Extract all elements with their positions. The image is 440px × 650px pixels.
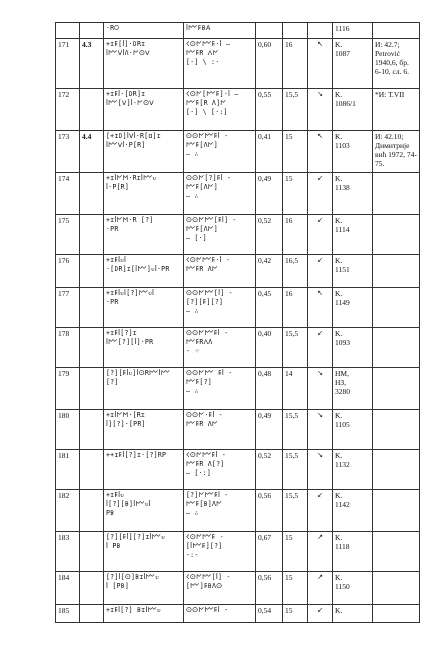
- inscription-side-a-cell: [104, 490, 184, 532]
- orientation-arrow-cell: ↘: [308, 89, 333, 131]
- inscription-side-b-cell: [184, 605, 256, 623]
- reference-cell-line: И: 42.7;: [375, 40, 400, 49]
- source-cell-line: 1116: [335, 24, 350, 33]
- orientation-arrow-cell: [308, 23, 333, 39]
- section-cell: 4.3: [80, 39, 104, 89]
- height-cell: 0,48: [256, 368, 283, 410]
- inscription-side-a-cell: [104, 215, 184, 255]
- source-cell-line: 1150: [335, 582, 350, 591]
- inscription-side-b-cell: [184, 39, 256, 89]
- section-cell: 4.4: [80, 131, 104, 173]
- reference-cell: [373, 572, 420, 605]
- orientation-arrow-cell: ↙: [308, 215, 333, 255]
- inscription-side-a-cell-line: ꟾ𐌌[?][ꟾ]·PR: [106, 338, 154, 346]
- inscription-side-a-cell-line: +ɪ𐌄ꟾ[?]ɪ: [106, 329, 137, 337]
- inscription-side-a-cell-line: [?][𐌄ꟾᴜ]ꟾ𐌏R𐌌ꟾ𐌌: [106, 369, 171, 377]
- height-cell: 0,52: [256, 450, 283, 490]
- inscription-side-a-cell-line: +ɪ𐌄ꟾ[?] 𐌁ɪꟾ𐌌ᴜ: [106, 606, 161, 614]
- reference-cell: [373, 173, 420, 215]
- source-cell: [333, 328, 373, 368]
- catalogue-number-cell: [56, 23, 80, 39]
- inscription-side-a-cell: [104, 328, 184, 368]
- inscription-side-b-cell-line: 𐌌𐌄[R Λ]𐌍: [186, 99, 227, 107]
- inscription-side-a-cell: [104, 39, 184, 89]
- inscription-side-b-cell-line: 𐌌𐌄R Λ[?]: [186, 460, 225, 468]
- reference-cell: [373, 215, 420, 255]
- table-body: [56, 23, 420, 623]
- inscription-side-a-cell-line: +ɪ𐌄ꟾᴜꟾ: [106, 256, 127, 264]
- source-cell: [333, 39, 373, 89]
- reference-cell: [373, 255, 420, 288]
- diameter-cell: 15: [283, 605, 308, 623]
- inscription-side-b-cell: [184, 368, 256, 410]
- source-cell-line: K.: [335, 216, 343, 225]
- catalogue-number-cell: 176: [56, 255, 80, 288]
- diameter-cell: 15: [283, 532, 308, 572]
- inscription-side-b-cell-line: [?]𐌍𐌌𐌄ꟾ -: [186, 491, 229, 499]
- height-cell: 0,49: [256, 173, 283, 215]
- table-row: [56, 288, 420, 328]
- orientation-arrow-cell: ↙: [308, 173, 333, 215]
- inscription-side-b-cell-line: [?][𐌄][?]: [186, 298, 224, 306]
- reference-cell: [373, 131, 420, 173]
- inscription-side-b-cell-line: – ∴: [186, 307, 199, 315]
- height-cell: 0,41: [256, 131, 283, 173]
- inscription-side-b-cell-line: 𐌌𐌄[Λ𐌍]: [186, 183, 218, 191]
- source-cell-line: K.: [335, 411, 343, 420]
- diameter-cell: 15,5: [283, 89, 308, 131]
- inscription-side-a-cell-line: ꟾ[?][𐌁]ꟾ𐌌ᴜꟾ: [106, 500, 151, 508]
- reference-cell: [373, 490, 420, 532]
- reference-cell-line: Димитрије: [375, 141, 410, 150]
- section-cell: [80, 368, 104, 410]
- table-row: [56, 215, 420, 255]
- inscription-side-b-cell-line: [𐌌]𐌄𐌁Λ𐌏: [186, 582, 223, 590]
- inscription-side-a-cell-line: [?][𐌄ꟾ][?]ɪꟾ𐌌ᴜ: [106, 533, 165, 541]
- section-cell: [80, 215, 104, 255]
- source-cell: [333, 572, 373, 605]
- inscription-side-b-cell-line: 𐌂𐌏𐌍𐌌𐌄 -: [186, 533, 224, 541]
- catalogue-number-cell: 172: [56, 89, 80, 131]
- inscription-side-a-cell-line: ·PR: [106, 225, 119, 233]
- orientation-arrow-cell: ↘: [308, 450, 333, 490]
- inscription-side-b-cell-line: 𐌏𐌏𐌍𐌌[𐌄ꟾ] -: [186, 216, 237, 224]
- inscription-side-a-cell-line: +ɪ𐌄ꟾᴜꟾ[?]𐌌ᴜꟾ: [106, 289, 155, 297]
- inscription-side-a-cell: [104, 410, 184, 450]
- inscription-side-b-cell-line: 𐌏𐌏𐌍𐌌𐌄ꟾ -: [186, 329, 229, 337]
- height-cell: 0,60: [256, 39, 283, 89]
- table-row: [56, 368, 420, 410]
- inscription-side-b-cell-line: 𐌏𐌏𐌍𐌌𐌄ꟾ -: [186, 606, 229, 614]
- reference-cell-line: И: 42.10;: [375, 132, 404, 141]
- section-cell: [80, 328, 104, 368]
- reference-cell: [373, 605, 420, 623]
- diameter-cell: 15: [283, 131, 308, 173]
- orientation-arrow-cell: ↙: [308, 328, 333, 368]
- inscription-side-a-cell-line: +ɪꟾ𐌍𐌑·R [?]: [106, 216, 154, 224]
- inscription-side-b-cell-line: 𐌂𐌏𐌍𐌌[ꟾ] -: [186, 573, 231, 581]
- source-cell-line: K.: [335, 573, 343, 582]
- source-cell-line: 1132: [335, 460, 350, 469]
- inscription-side-a-cell: [104, 605, 184, 623]
- orientation-arrow-cell: ↙: [308, 255, 333, 288]
- inscription-side-b-cell: [184, 532, 256, 572]
- source-cell: [333, 450, 373, 490]
- table-row: [56, 532, 420, 572]
- table-row: [56, 39, 420, 89]
- inscription-side-a-cell: [104, 173, 184, 215]
- inscription-side-a-cell-line: +ɪ𐌄ꟾᴜ: [106, 491, 125, 499]
- catalogue-number-cell: 177: [56, 288, 80, 328]
- inscription-side-a-cell-line: ꟾ [P𐌁]: [106, 582, 130, 590]
- height-cell: 0,52: [256, 215, 283, 255]
- inscription-side-b-cell: [184, 215, 256, 255]
- orientation-arrow-cell: ↖: [308, 131, 333, 173]
- inscription-side-b-cell-line: 𐌂𐌏𐌍𐌌𐌄·ꟾ -: [186, 256, 231, 264]
- height-cell: 0,56: [256, 490, 283, 532]
- height-cell: 0,54: [256, 605, 283, 623]
- inscription-side-b-cell-line: 𐌂𐌏𐌍𐌌𐌄·ꟾ –: [186, 40, 231, 48]
- catalogue-number-cell: 183: [56, 532, 80, 572]
- inscription-side-a-cell-line: ꟾ P𐌁: [106, 542, 121, 550]
- inscription-side-b-cell-line: 𐌌𐌄RꓥΛ: [186, 338, 213, 346]
- source-cell: [333, 605, 373, 623]
- table-row: [56, 328, 420, 368]
- catalogue-number-cell: 174: [56, 173, 80, 215]
- source-cell-line: 1151: [335, 265, 350, 274]
- table-row: [56, 89, 420, 131]
- source-cell-line: 1103: [335, 141, 350, 150]
- inscription-side-a-cell-line: ·[𐌃R]ɪ[ꟾ𐌌]ᴜꟾ·PR: [106, 265, 170, 273]
- reference-cell-line: 75.: [375, 159, 385, 168]
- inscription-side-a-cell-line: [?]: [106, 378, 119, 386]
- orientation-arrow-cell: ↗: [308, 532, 333, 572]
- diameter-cell: 16: [283, 215, 308, 255]
- source-cell: [333, 490, 373, 532]
- diameter-cell: 15,5: [283, 450, 308, 490]
- diameter-cell: 15,5: [283, 328, 308, 368]
- inscription-side-a-cell: [104, 572, 184, 605]
- reference-cell-line: *И: Т.VII: [375, 90, 405, 99]
- inscription-side-b-cell: [184, 255, 256, 288]
- diameter-cell: 15,5: [283, 410, 308, 450]
- orientation-arrow-cell: ↗: [308, 572, 333, 605]
- source-cell: [333, 173, 373, 215]
- inscription-side-b-cell: [184, 328, 256, 368]
- source-cell-line: K.: [335, 132, 343, 141]
- section-cell: [80, 89, 104, 131]
- inscription-side-a-cell-line: ꟾ·P[R]: [106, 183, 129, 191]
- height-cell: 0,40: [256, 328, 283, 368]
- inscription-side-a-cell-line: ·PR: [106, 298, 119, 306]
- section-cell: [80, 173, 104, 215]
- inscription-side-b-cell: [184, 23, 256, 39]
- source-cell: [333, 532, 373, 572]
- source-cell-line: K.: [335, 289, 343, 298]
- source-cell-line: K.: [335, 491, 343, 500]
- inscription-side-b-cell-line: 𐌌𐌄R Λ𐌍: [186, 420, 218, 428]
- inscription-side-a-cell-line: ꟾ][?]·[PR]: [106, 420, 146, 428]
- reference-cell-line: Petrović: [375, 49, 400, 58]
- source-cell-line: K.: [335, 174, 343, 183]
- section-cell: [80, 450, 104, 490]
- inscription-side-b-cell-line: 𐌌𐌄[Λ𐌍]: [186, 225, 218, 233]
- source-cell-line: НЗ,: [335, 378, 347, 387]
- catalogue-number-cell: 184: [56, 572, 80, 605]
- inscription-side-a-cell: [104, 23, 184, 39]
- orientation-arrow-cell: ↖: [308, 288, 333, 328]
- source-cell-line: K.: [335, 329, 343, 338]
- inscription-side-a-cell-line: +ɪ𐌄[ꟾ]·𐌃Rɪ: [106, 40, 146, 48]
- catalogue-number-cell: 182: [56, 490, 80, 532]
- catalogue-number-cell: 180: [56, 410, 80, 450]
- catalogue-number-cell: 171: [56, 39, 80, 89]
- inscription-side-a-cell: [104, 131, 184, 173]
- inscription-side-b-cell-line: 𐌂𐌏𐌍[𐌌𐌄]·ꟾ –: [186, 90, 239, 98]
- catalogue-number-cell: 178: [56, 328, 80, 368]
- diameter-cell: 16: [283, 288, 308, 328]
- inscription-side-b-cell-line: 𐌏𐌏𐌍𐌌[ꟾ] -: [186, 289, 233, 297]
- catalogue-table-container: [55, 22, 417, 623]
- diameter-cell: 14: [283, 368, 308, 410]
- inscription-side-b-cell-line: – ∴: [186, 387, 199, 395]
- inscription-side-b-cell: [184, 410, 256, 450]
- reference-cell: [373, 23, 420, 39]
- reference-cell-line: вић 1972, 74-: [375, 150, 417, 159]
- source-cell-line: 3280: [335, 387, 350, 396]
- table-row: [56, 131, 420, 173]
- inscription-side-b-cell-line: [ꟾ𐌌𐌄][?]: [186, 542, 223, 550]
- reference-cell: [373, 328, 420, 368]
- inscription-side-b-cell-line: – ∴: [186, 509, 199, 517]
- inscription-side-b-cell-line: 𐌏𐌏𐌍𐌌 𐌄ꟾ -: [186, 369, 233, 377]
- source-cell-line: 1142: [335, 500, 350, 509]
- section-cell: [80, 288, 104, 328]
- inscription-side-a-cell-line: ·R𐊒: [106, 24, 120, 32]
- catalogue-number-cell: 179: [56, 368, 80, 410]
- inscription-side-b-cell-line: ꟾ𐌌𐌄𐌁𐌀: [186, 24, 211, 32]
- orientation-arrow-cell: ↙: [308, 490, 333, 532]
- catalogue-number-cell: 173: [56, 131, 80, 173]
- inscription-side-a-cell-line: [+ɪ𐌃]ꟾⅤꟾ·R[ɑ]ɪ: [106, 132, 161, 140]
- table-row: [56, 23, 420, 39]
- section-cell: [80, 490, 104, 532]
- inscription-side-a-cell-line: ꟾ𐌌ⅤꟾɅ·𐌍𐌏Ⅴ: [106, 49, 150, 57]
- reference-cell-line: 1940,6, бр.: [375, 58, 409, 67]
- source-cell-line: 1087: [335, 49, 350, 58]
- section-cell: [80, 572, 104, 605]
- height-cell: 0,67: [256, 532, 283, 572]
- inscription-side-a-cell-line: +ɪꟾ𐌍𐌑·[Rɪ: [106, 411, 146, 419]
- inscription-side-b-cell-line: -:-: [186, 551, 199, 559]
- inscription-side-a-cell-line: +ɪ𐌄ꟾ·[𐌃R]ɪ: [106, 90, 146, 98]
- table-row: [56, 450, 420, 490]
- reference-cell: [373, 288, 420, 328]
- catalogue-number-cell: 181: [56, 450, 80, 490]
- inscription-side-b-cell-line: - ⁘: [186, 347, 201, 355]
- catalogue-table: [55, 22, 420, 623]
- table-row: [56, 410, 420, 450]
- inscription-side-a-cell: [104, 532, 184, 572]
- reference-cell: [373, 89, 420, 131]
- height-cell: 0,55: [256, 89, 283, 131]
- source-cell: [333, 410, 373, 450]
- source-cell-line: 1086/1: [335, 99, 356, 108]
- inscription-side-a-cell-line: ꟾ𐌌Ⅴꟾ·P[R]: [106, 141, 146, 149]
- inscription-side-a-cell-line: ꟾ𐌌[Ⅴ]ꟾ·𐌍𐌏Ⅴ: [106, 99, 154, 107]
- source-cell-line: 1138: [335, 183, 350, 192]
- section-cell: [80, 410, 104, 450]
- source-cell-line: 1093: [335, 338, 350, 347]
- source-cell-line: K.: [335, 90, 343, 99]
- inscription-side-b-cell: [184, 450, 256, 490]
- table-row: [56, 255, 420, 288]
- height-cell: 0,42: [256, 255, 283, 288]
- section-cell: [80, 605, 104, 623]
- height-cell: 0,56: [256, 572, 283, 605]
- inscription-side-b-cell: [184, 490, 256, 532]
- source-cell-line: 1149: [335, 298, 350, 307]
- catalogue-number-cell: 175: [56, 215, 80, 255]
- diameter-cell: 15: [283, 572, 308, 605]
- inscription-side-b-cell: [184, 572, 256, 605]
- orientation-arrow-cell: ↘: [308, 368, 333, 410]
- table-row: [56, 605, 420, 623]
- section-cell: [80, 23, 104, 39]
- inscription-side-b-cell-line: – ∴: [186, 192, 199, 200]
- reference-cell-line: 6-10, сл. 6.: [375, 67, 409, 76]
- source-cell: [333, 89, 373, 131]
- inscription-side-b-cell: [184, 131, 256, 173]
- table-row: [56, 490, 420, 532]
- source-cell: [333, 368, 373, 410]
- orientation-arrow-cell: ↙: [308, 605, 333, 623]
- table-row: [56, 572, 420, 605]
- reference-cell: [373, 450, 420, 490]
- source-cell-line: 1105: [335, 420, 350, 429]
- inscription-side-b-cell-line: [·] \ [·:]: [186, 108, 228, 116]
- source-cell-line: 1114: [335, 225, 350, 234]
- table-row: [56, 173, 420, 215]
- inscription-side-a-cell: [104, 368, 184, 410]
- inscription-side-a-cell-line: P𐌁: [106, 509, 115, 517]
- source-cell: [333, 288, 373, 328]
- height-cell: 0,45: [256, 288, 283, 328]
- section-cell: [80, 532, 104, 572]
- inscription-side-b-cell-line: 𐌏𐌏𐌍·𐌄ꟾ -: [186, 411, 223, 419]
- inscription-side-a-cell-line: [?]ꟾ[𐌏]𐌁ɪꟾ𐌌ᴜ: [106, 573, 160, 581]
- source-cell-line: K.: [335, 533, 343, 542]
- source-cell-line: K.: [335, 40, 343, 49]
- diameter-cell: 16,5: [283, 255, 308, 288]
- inscription-side-b-cell-line: – [·]: [186, 234, 207, 242]
- diameter-cell: [283, 23, 308, 39]
- source-cell-line: 1118: [335, 542, 350, 551]
- orientation-arrow-cell: ↖: [308, 39, 333, 89]
- inscription-side-b-cell-line: 𐌂𐌏𐌍𐌌𐌄ꟾ -: [186, 451, 226, 459]
- inscription-side-b-cell: [184, 173, 256, 215]
- height-cell: 0,49: [256, 410, 283, 450]
- diameter-cell: 16: [283, 39, 308, 89]
- inscription-side-b-cell-line: 𐌌𐌄[Λ𐌍]: [186, 141, 218, 149]
- inscription-side-b-cell-line: – ∴: [186, 150, 199, 158]
- inscription-side-b-cell-line: 𐌏𐌏𐌍[?]𐌄ꟾ -: [186, 174, 232, 182]
- reference-cell: [373, 368, 420, 410]
- catalogue-number-cell: 185: [56, 605, 80, 623]
- inscription-side-b-cell: [184, 288, 256, 328]
- source-cell: [333, 215, 373, 255]
- source-cell-line: K.: [335, 256, 343, 265]
- inscription-side-b-cell: [184, 89, 256, 131]
- inscription-side-b-cell-line: – [·:]: [186, 469, 212, 477]
- inscription-side-a-cell: [104, 255, 184, 288]
- inscription-side-a-cell-line: ++ɪ𐌄ꟾ[?]ɪ·[?]RP: [106, 451, 167, 459]
- reference-cell: [373, 410, 420, 450]
- diameter-cell: 15,5: [283, 490, 308, 532]
- source-cell-line: K.: [335, 606, 343, 615]
- source-cell-line: K.: [335, 451, 343, 460]
- diameter-cell: 15: [283, 173, 308, 215]
- height-cell: [256, 23, 283, 39]
- inscription-side-a-cell: [104, 450, 184, 490]
- section-cell: [80, 255, 104, 288]
- inscription-side-b-cell-line: [·] \ :·: [186, 58, 220, 66]
- inscription-side-a-cell-line: +ɪꟾ𐌍𐌑·Rɪꟾ𐌌ᴜ: [106, 174, 157, 182]
- inscription-side-a-cell: [104, 89, 184, 131]
- reference-cell: [373, 532, 420, 572]
- reference-cell: [373, 39, 420, 89]
- inscription-side-a-cell: [104, 288, 184, 328]
- inscription-side-b-cell-line: 𐌌𐌄[?]: [186, 378, 212, 386]
- source-cell-line: НМ,: [335, 369, 349, 378]
- source-cell: [333, 255, 373, 288]
- inscription-side-b-cell-line: 𐌌𐌄R ꓥ𐌍: [186, 49, 219, 57]
- inscription-side-b-cell-line: 𐌌𐌄[𐌁]Λ𐌍: [186, 500, 223, 508]
- orientation-arrow-cell: ↘: [308, 410, 333, 450]
- inscription-side-b-cell-line: 𐌏𐌏𐌍𐌌𐌄ꟾ -: [186, 132, 229, 140]
- source-cell: [333, 23, 373, 39]
- inscription-side-b-cell-line: 𐌌𐌄R Λ𐌍: [186, 265, 218, 273]
- source-cell: [333, 131, 373, 173]
